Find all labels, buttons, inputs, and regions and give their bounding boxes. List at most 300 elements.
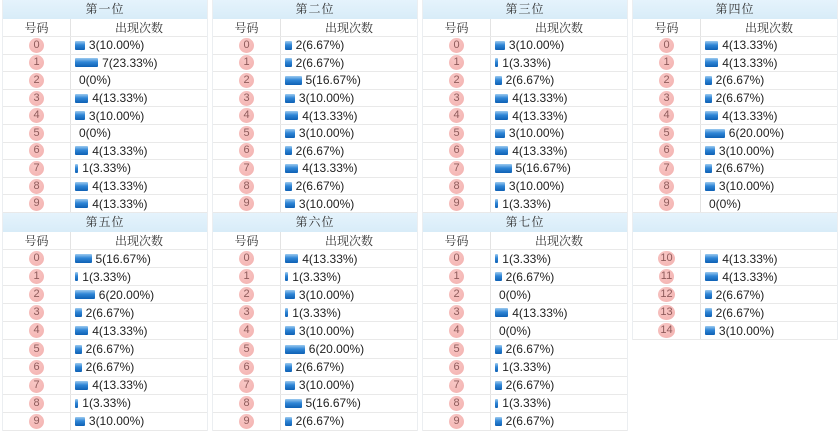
num-cell bbox=[3, 107, 71, 124]
freq-cell bbox=[701, 322, 837, 339]
frequency-bar bbox=[495, 308, 508, 317]
num-col-header: 号码 bbox=[213, 19, 281, 36]
frequency-bar bbox=[285, 111, 298, 120]
freq-cell bbox=[491, 178, 627, 195]
table-row bbox=[423, 55, 627, 73]
freq-cell bbox=[281, 250, 417, 267]
frequency-bar bbox=[285, 326, 295, 335]
num-cell bbox=[3, 160, 71, 177]
frequency-label: 3(10.00%) bbox=[88, 414, 145, 429]
frequency-label: 4(13.33%) bbox=[512, 91, 568, 106]
freq-cell bbox=[281, 195, 417, 212]
frequency-label: 5(16.67%) bbox=[305, 73, 361, 88]
table-body bbox=[213, 37, 417, 213]
freq-cell bbox=[491, 304, 627, 321]
num-cell bbox=[213, 178, 281, 195]
frequency-bar bbox=[75, 290, 95, 299]
frequency-bar bbox=[285, 308, 288, 317]
frequency-bar bbox=[285, 254, 298, 263]
frequency-bar bbox=[495, 58, 498, 67]
frequency-bar bbox=[495, 399, 498, 408]
table-header-row bbox=[423, 19, 627, 37]
table-row bbox=[213, 250, 417, 268]
table-body bbox=[3, 37, 207, 213]
number-badge: 4 bbox=[29, 108, 44, 123]
num-cell bbox=[423, 125, 491, 142]
number-badge: 6 bbox=[239, 143, 254, 158]
frequency-label: 2(6.67%) bbox=[505, 73, 555, 88]
number-badge: 2 bbox=[29, 287, 44, 302]
table-row bbox=[3, 143, 207, 161]
num-cell bbox=[423, 250, 491, 267]
num-cell bbox=[423, 304, 491, 321]
number-badge: 7 bbox=[449, 161, 464, 176]
frequency-bar bbox=[705, 129, 725, 138]
table-row bbox=[633, 160, 837, 178]
number-badge: 10 bbox=[660, 252, 673, 265]
freq-cell bbox=[281, 90, 417, 107]
frequency-bar bbox=[75, 146, 88, 155]
number-badge: 8 bbox=[659, 179, 674, 194]
table-row bbox=[3, 37, 207, 55]
table-body bbox=[423, 250, 627, 431]
num-cell bbox=[213, 37, 281, 54]
num-cell bbox=[3, 377, 71, 394]
freq-cell bbox=[281, 286, 417, 303]
frequency-bar bbox=[285, 417, 292, 426]
frequency-label: 3(10.00%) bbox=[508, 126, 565, 141]
table-row bbox=[423, 250, 627, 268]
num-cell bbox=[3, 195, 71, 212]
freq-cell bbox=[281, 395, 417, 412]
position-table bbox=[2, 213, 208, 431]
number-badge: 2 bbox=[449, 287, 464, 302]
freq-cell bbox=[701, 178, 837, 195]
num-cell bbox=[213, 160, 281, 177]
number-badge: 9 bbox=[29, 414, 44, 429]
num-cell bbox=[633, 322, 701, 339]
freq-cell bbox=[491, 340, 627, 357]
table-title: 第一位 bbox=[3, 0, 207, 19]
number-badge: 5 bbox=[239, 126, 254, 141]
number-badge: 8 bbox=[239, 179, 254, 194]
table-row bbox=[3, 250, 207, 268]
num-cell bbox=[3, 90, 71, 107]
frequency-bar bbox=[495, 94, 508, 103]
num-cell bbox=[633, 55, 701, 72]
frequency-bar bbox=[705, 164, 712, 173]
num-cell bbox=[633, 90, 701, 107]
number-badge: 5 bbox=[449, 342, 464, 357]
frequency-label: 2(6.67%) bbox=[295, 38, 345, 53]
number-badge: 7 bbox=[29, 161, 44, 176]
frequency-label: 4(13.33%) bbox=[302, 251, 358, 266]
num-cell bbox=[3, 178, 71, 195]
num-cell bbox=[213, 322, 281, 339]
number-badge: 5 bbox=[659, 126, 674, 141]
freq-cell bbox=[281, 125, 417, 142]
num-cell bbox=[423, 72, 491, 89]
freq-cell bbox=[71, 286, 207, 303]
num-cell bbox=[423, 37, 491, 54]
frequency-bar bbox=[495, 381, 502, 390]
num-cell bbox=[213, 395, 281, 412]
number-badge: 1 bbox=[449, 55, 464, 70]
num-col-header: 号码 bbox=[633, 19, 701, 36]
num-cell bbox=[423, 322, 491, 339]
num-cell bbox=[213, 304, 281, 321]
table-row bbox=[423, 322, 627, 340]
table-row bbox=[213, 125, 417, 143]
frequency-label: 4(13.33%) bbox=[722, 251, 778, 266]
number-badge: 0 bbox=[659, 38, 674, 53]
table-row bbox=[213, 359, 417, 377]
number-badge: 4 bbox=[239, 323, 254, 338]
number-badge: 9 bbox=[659, 196, 674, 211]
frequency-bar bbox=[75, 417, 85, 426]
frequency-label: 1(3.33%) bbox=[82, 396, 131, 411]
table-title bbox=[633, 213, 837, 232]
num-cell bbox=[3, 250, 71, 267]
table-row bbox=[213, 377, 417, 395]
table-row bbox=[3, 286, 207, 304]
frequency-bar bbox=[705, 111, 718, 120]
freq-cell bbox=[281, 304, 417, 321]
number-badge: 1 bbox=[239, 55, 254, 70]
position-table bbox=[422, 0, 628, 213]
num-cell bbox=[423, 395, 491, 412]
frequency-label: 1(3.33%) bbox=[82, 161, 131, 176]
table-title: 第七位 bbox=[423, 213, 627, 232]
table-row bbox=[3, 359, 207, 377]
frequency-bar bbox=[285, 381, 295, 390]
table-row bbox=[423, 160, 627, 178]
freq-col-header: 出现次数 bbox=[114, 234, 163, 248]
num-cell bbox=[423, 377, 491, 394]
number-badge: 2 bbox=[659, 73, 674, 88]
number-badge: 9 bbox=[29, 196, 44, 211]
table-header-row bbox=[213, 232, 417, 250]
frequency-bar bbox=[285, 290, 295, 299]
number-badge: 9 bbox=[449, 196, 464, 211]
num-cell bbox=[213, 195, 281, 212]
num-col-header: 号码 bbox=[423, 232, 491, 249]
freq-col-header bbox=[701, 232, 837, 249]
number-badge: 7 bbox=[239, 378, 254, 393]
table-row bbox=[213, 107, 417, 125]
frequency-bar bbox=[705, 94, 712, 103]
number-badge: 0 bbox=[29, 251, 44, 266]
number-badge: 1 bbox=[239, 269, 254, 284]
number-badge: 2 bbox=[29, 73, 44, 88]
frequency-bar bbox=[285, 164, 298, 173]
frequency-label: 3(10.00%) bbox=[298, 378, 355, 393]
table-row bbox=[633, 37, 837, 55]
table-title: 第六位 bbox=[213, 213, 417, 232]
position-table bbox=[422, 213, 628, 431]
freq-col-header: 出现次数 bbox=[324, 234, 373, 248]
number-badge: 1 bbox=[29, 269, 44, 284]
frequency-bar bbox=[75, 182, 88, 191]
table-row bbox=[633, 304, 837, 322]
table-row bbox=[3, 125, 207, 143]
freq-cell bbox=[491, 268, 627, 285]
table-title: 第五位 bbox=[3, 213, 207, 232]
frequency-label: 4(13.33%) bbox=[722, 38, 778, 53]
table-row bbox=[3, 413, 207, 431]
table-row bbox=[213, 143, 417, 161]
num-cell bbox=[213, 268, 281, 285]
num-cell bbox=[213, 377, 281, 394]
frequency-label: 4(13.33%) bbox=[92, 179, 148, 194]
table-row bbox=[213, 286, 417, 304]
position-table bbox=[2, 0, 208, 213]
frequency-bar bbox=[495, 182, 505, 191]
table-row bbox=[633, 107, 837, 125]
num-cell bbox=[423, 178, 491, 195]
frequency-label: 2(6.67%) bbox=[715, 305, 765, 320]
frequency-label: 1(3.33%) bbox=[502, 55, 551, 70]
table-row bbox=[3, 90, 207, 108]
number-badge: 3 bbox=[239, 91, 254, 106]
table-cell bbox=[210, 0, 420, 213]
table-cell bbox=[420, 0, 630, 213]
frequency-label: 2(6.67%) bbox=[505, 414, 555, 429]
number-badge: 5 bbox=[449, 126, 464, 141]
frequency-bar bbox=[285, 345, 305, 354]
freq-cell bbox=[71, 107, 207, 124]
number-badge: 6 bbox=[449, 143, 464, 158]
number-badge: 4 bbox=[29, 323, 44, 338]
number-badge: 9 bbox=[239, 414, 254, 429]
number-badge: 1 bbox=[659, 55, 674, 70]
frequency-label: 4(13.33%) bbox=[92, 323, 148, 338]
frequency-bar bbox=[285, 272, 288, 281]
frequency-label: 2(6.67%) bbox=[505, 378, 555, 393]
table-row bbox=[423, 377, 627, 395]
frequency-label: 1(3.33%) bbox=[502, 196, 551, 211]
table-row bbox=[423, 72, 627, 90]
freq-col-header: 出现次数 bbox=[114, 21, 163, 35]
frequency-label: 4(13.33%) bbox=[512, 108, 568, 123]
num-col-header: 号码 bbox=[213, 232, 281, 249]
table-row bbox=[633, 143, 837, 161]
frequency-label: 4(13.33%) bbox=[512, 143, 568, 158]
number-badge: 7 bbox=[29, 378, 44, 393]
num-cell bbox=[423, 268, 491, 285]
number-badge: 3 bbox=[29, 305, 44, 320]
frequency-bar bbox=[285, 146, 292, 155]
freq-col-header: 出现次数 bbox=[534, 234, 583, 248]
num-col-header: 号码 bbox=[3, 232, 71, 249]
table-row bbox=[423, 286, 627, 304]
num-cell bbox=[423, 107, 491, 124]
frequency-bar bbox=[705, 146, 715, 155]
frequency-label: 1(3.33%) bbox=[82, 269, 131, 284]
freq-cell bbox=[491, 37, 627, 54]
freq-cell bbox=[71, 143, 207, 160]
number-badge: 0 bbox=[29, 38, 44, 53]
frequency-bar bbox=[495, 146, 508, 155]
table-body bbox=[3, 250, 207, 431]
frequency-label: 2(6.67%) bbox=[715, 91, 765, 106]
freq-cell bbox=[281, 377, 417, 394]
freq-cell bbox=[701, 195, 837, 212]
number-badge: 14 bbox=[660, 324, 673, 337]
number-badge: 3 bbox=[449, 91, 464, 106]
frequency-label: 4(13.33%) bbox=[302, 161, 358, 176]
freq-cell bbox=[701, 268, 837, 285]
frequency-bar bbox=[75, 345, 82, 354]
freq-cell bbox=[71, 359, 207, 376]
num-cell bbox=[213, 340, 281, 357]
table-cell bbox=[0, 0, 210, 213]
table-body bbox=[633, 250, 837, 340]
table-row bbox=[633, 195, 837, 213]
num-cell bbox=[213, 90, 281, 107]
frequency-label: 5(16.67%) bbox=[305, 396, 361, 411]
frequency-bar bbox=[495, 76, 502, 85]
num-cell bbox=[423, 143, 491, 160]
table-row bbox=[213, 304, 417, 322]
freq-cell bbox=[71, 340, 207, 357]
frequency-label: 2(6.67%) bbox=[295, 143, 345, 158]
table-row bbox=[3, 395, 207, 413]
freq-cell bbox=[281, 178, 417, 195]
number-badge: 3 bbox=[449, 305, 464, 320]
frequency-label: 3(10.00%) bbox=[298, 91, 355, 106]
number-badge: 9 bbox=[449, 414, 464, 429]
freq-cell bbox=[491, 359, 627, 376]
number-badge: 13 bbox=[660, 306, 673, 319]
num-cell bbox=[213, 286, 281, 303]
number-badge: 6 bbox=[449, 360, 464, 375]
table-row bbox=[213, 160, 417, 178]
table-cell bbox=[420, 213, 630, 445]
table-row bbox=[213, 322, 417, 340]
num-cell bbox=[423, 55, 491, 72]
table-row bbox=[3, 160, 207, 178]
num-cell bbox=[423, 359, 491, 376]
table-row bbox=[423, 125, 627, 143]
frequency-label: 4(13.33%) bbox=[92, 378, 148, 393]
freq-cell bbox=[701, 90, 837, 107]
number-badge: 1 bbox=[29, 55, 44, 70]
table-row bbox=[633, 90, 837, 108]
number-badge: 4 bbox=[449, 108, 464, 123]
num-cell bbox=[633, 178, 701, 195]
num-cell bbox=[633, 125, 701, 142]
frequency-bar bbox=[495, 363, 498, 372]
freq-cell bbox=[71, 178, 207, 195]
number-badge: 6 bbox=[659, 143, 674, 158]
table-row bbox=[3, 322, 207, 340]
freq-cell bbox=[491, 413, 627, 430]
table-row bbox=[423, 143, 627, 161]
frequency-bar bbox=[495, 345, 502, 354]
number-badge: 6 bbox=[29, 143, 44, 158]
number-badge: 2 bbox=[449, 73, 464, 88]
number-badge: 7 bbox=[449, 378, 464, 393]
freq-cell bbox=[491, 395, 627, 412]
table-row bbox=[423, 37, 627, 55]
table-row bbox=[213, 340, 417, 358]
number-badge: 0 bbox=[239, 38, 254, 53]
freq-cell bbox=[281, 340, 417, 357]
table-row bbox=[213, 268, 417, 286]
frequency-bar bbox=[75, 254, 92, 263]
frequency-bar bbox=[495, 111, 508, 120]
num-cell bbox=[3, 286, 71, 303]
number-badge: 8 bbox=[449, 179, 464, 194]
number-badge: 6 bbox=[239, 360, 254, 375]
frequency-label: 0(0%) bbox=[709, 196, 742, 211]
position-table bbox=[212, 213, 418, 431]
num-cell bbox=[3, 359, 71, 376]
freq-cell bbox=[281, 72, 417, 89]
num-cell bbox=[423, 195, 491, 212]
frequency-label: 3(10.00%) bbox=[718, 179, 775, 194]
frequency-bar bbox=[495, 254, 498, 263]
frequency-label: 4(13.33%) bbox=[92, 196, 148, 211]
freq-cell bbox=[71, 250, 207, 267]
table-row bbox=[213, 413, 417, 431]
num-cell bbox=[3, 268, 71, 285]
freq-cell bbox=[491, 160, 627, 177]
num-col-header: 号码 bbox=[3, 19, 71, 36]
freq-cell bbox=[71, 304, 207, 321]
number-badge: 8 bbox=[29, 396, 44, 411]
num-cell bbox=[633, 250, 701, 267]
frequency-bar bbox=[75, 58, 98, 67]
table-body bbox=[213, 250, 417, 431]
frequency-bar bbox=[705, 272, 718, 281]
number-badge: 8 bbox=[449, 396, 464, 411]
frequency-bar bbox=[75, 111, 85, 120]
table-row bbox=[633, 72, 837, 90]
frequency-bar bbox=[285, 129, 295, 138]
table-row bbox=[423, 195, 627, 213]
frequency-bar bbox=[495, 199, 498, 208]
table-row bbox=[213, 72, 417, 90]
freq-cell bbox=[71, 125, 207, 142]
freq-cell bbox=[491, 195, 627, 212]
frequency-bar bbox=[495, 129, 505, 138]
frequency-bar bbox=[285, 182, 292, 191]
table-row bbox=[3, 107, 207, 125]
num-cell bbox=[3, 125, 71, 142]
freq-cell bbox=[71, 395, 207, 412]
number-badge: 5 bbox=[29, 126, 44, 141]
frequency-bar bbox=[75, 308, 82, 317]
frequency-bar bbox=[285, 76, 302, 85]
frequency-label: 3(10.00%) bbox=[508, 38, 565, 53]
num-cell bbox=[213, 359, 281, 376]
num-cell bbox=[3, 340, 71, 357]
num-cell bbox=[633, 107, 701, 124]
freq-cell bbox=[71, 72, 207, 89]
frequency-bar bbox=[705, 308, 712, 317]
num-cell bbox=[213, 125, 281, 142]
frequency-label: 4(13.33%) bbox=[722, 55, 778, 70]
number-badge: 9 bbox=[239, 196, 254, 211]
table-row bbox=[423, 268, 627, 286]
table-header-row bbox=[633, 232, 837, 250]
frequency-label: 0(0%) bbox=[499, 323, 532, 338]
number-badge: 2 bbox=[239, 287, 254, 302]
freq-cell bbox=[71, 268, 207, 285]
freq-col-header: 出现次数 bbox=[324, 21, 373, 35]
